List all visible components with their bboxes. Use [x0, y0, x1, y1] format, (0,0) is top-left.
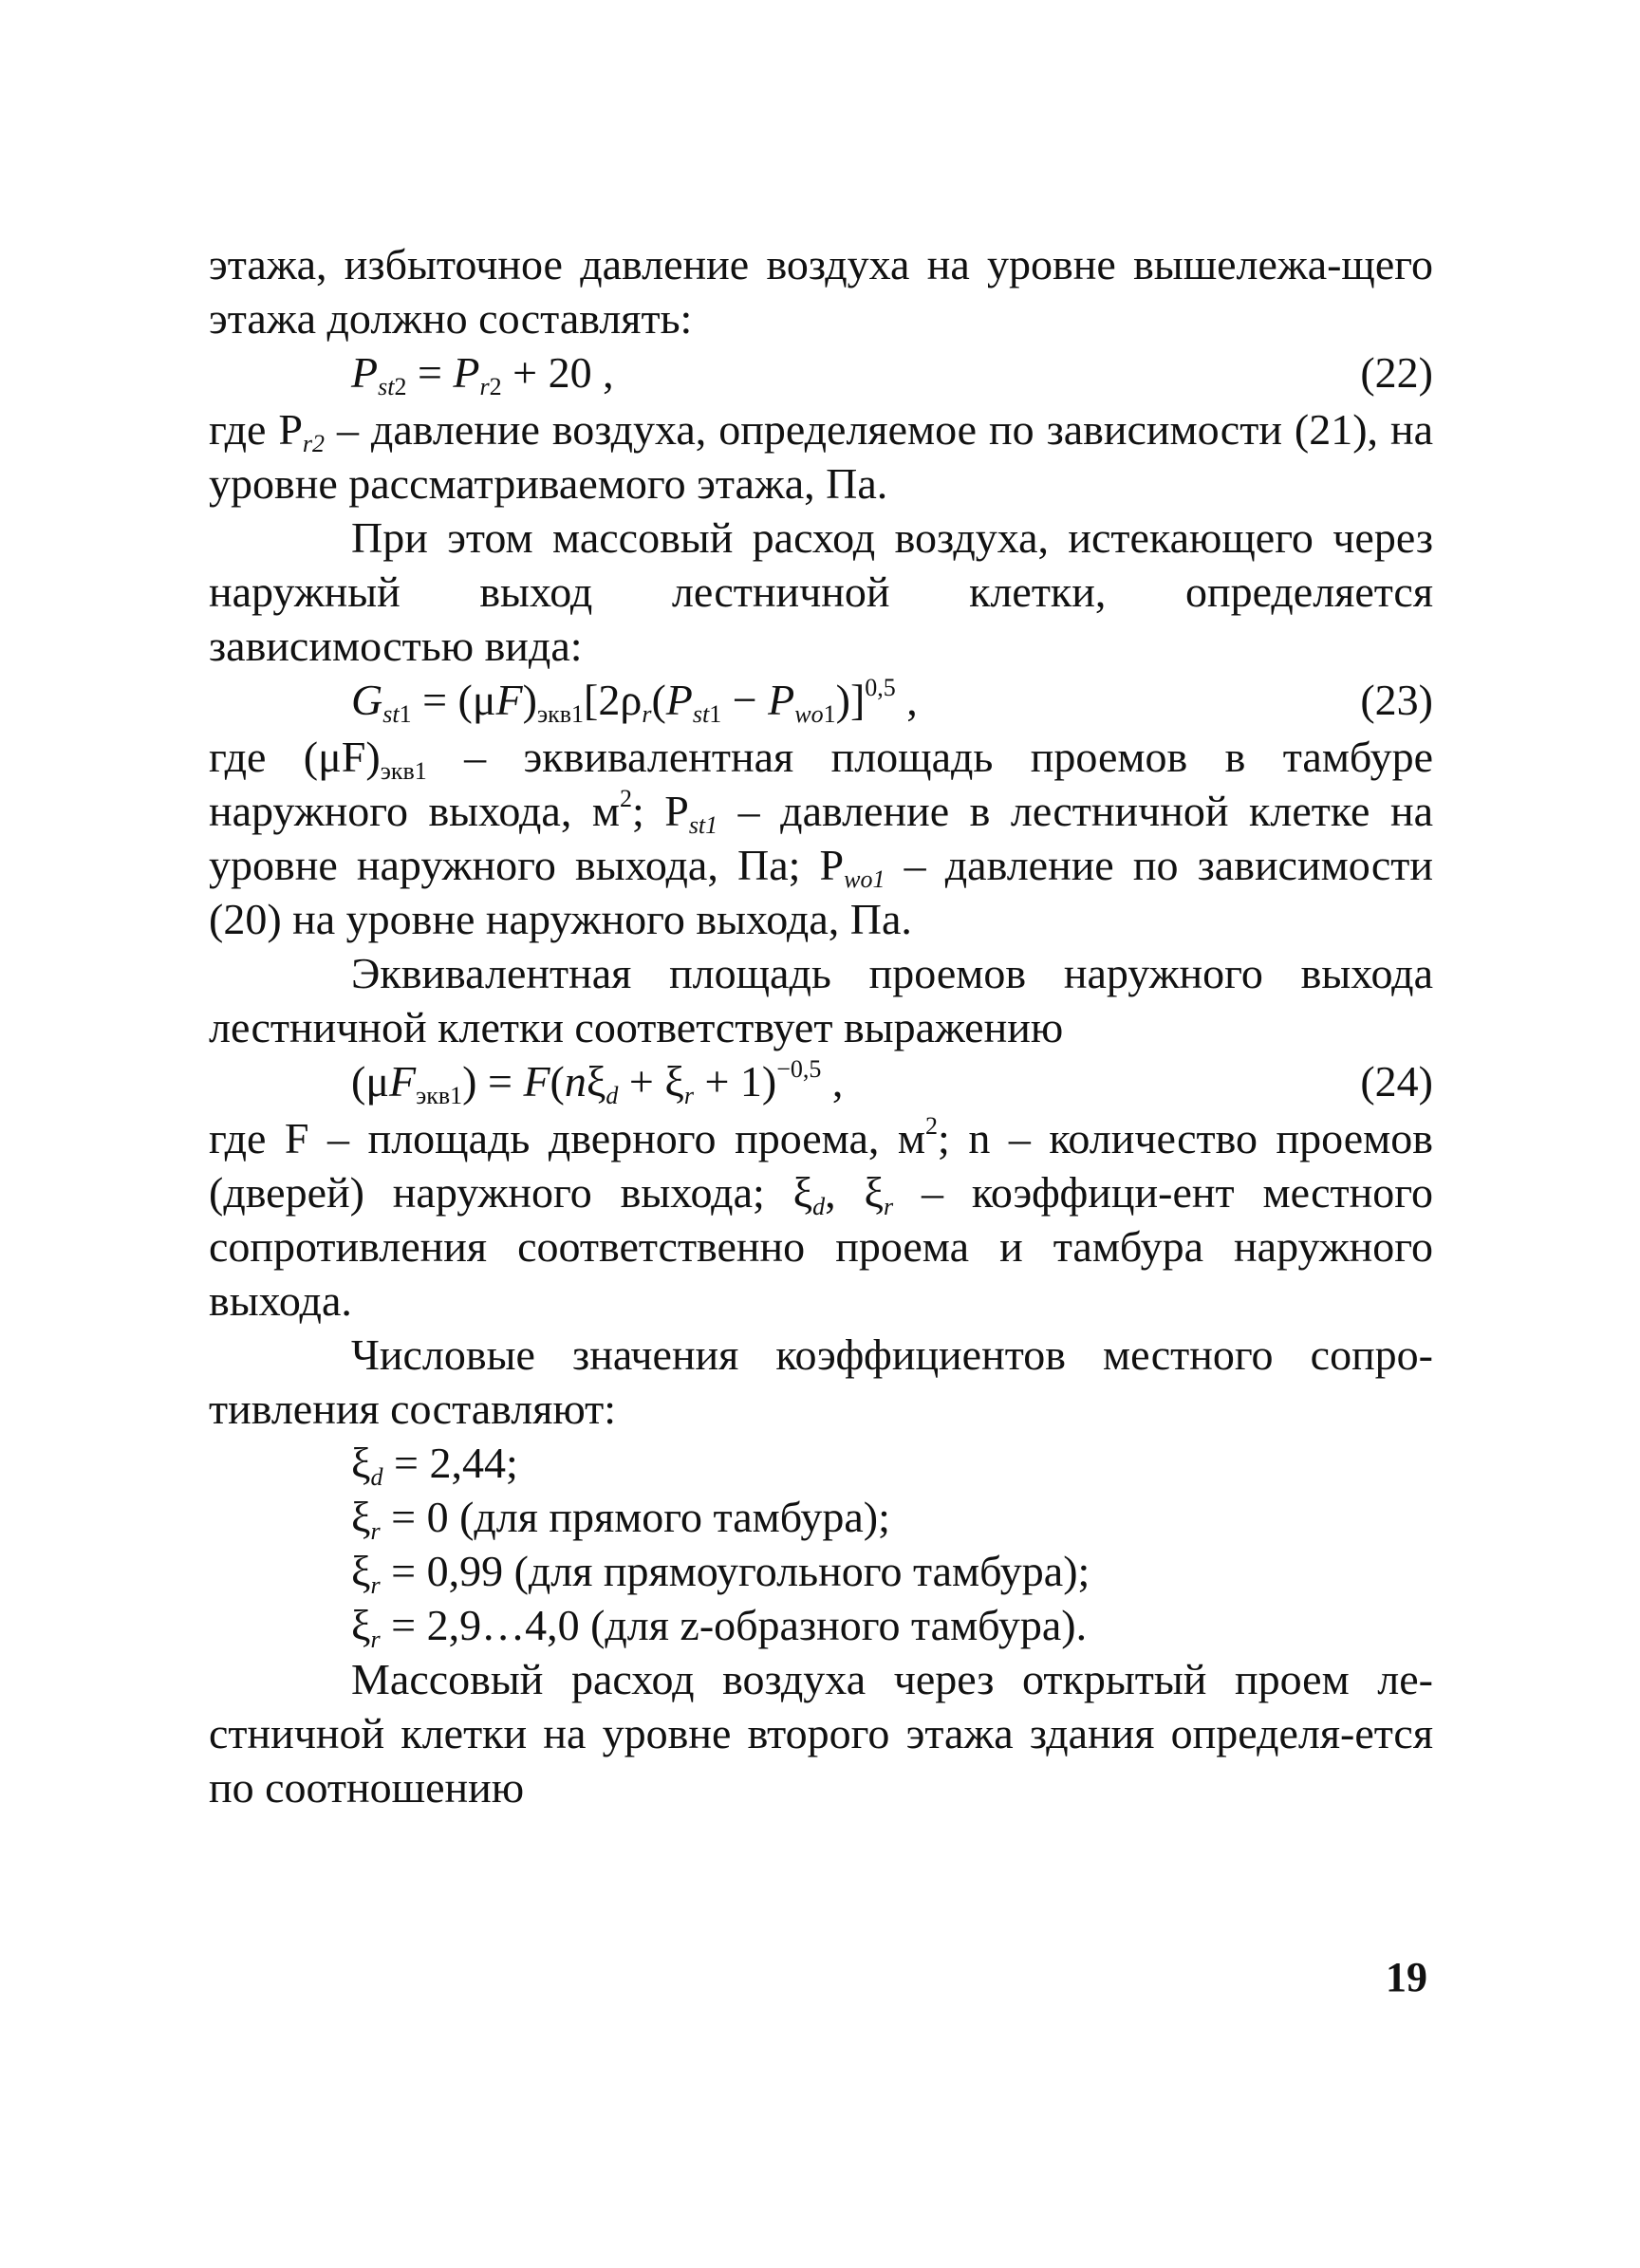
list-text: = 0,99 (для прямоугольного тамбура);	[380, 1547, 1090, 1595]
coefficient-list	[209, 1436, 1433, 1652]
p6-c-sub: r	[884, 1193, 894, 1220]
p4-d: – давление в лестничной клетке на уровне наружного выхода, Па; P	[209, 787, 1433, 889]
list-item	[351, 1436, 1433, 1490]
equation-22-formula: $P_{st2} = P_{r2} + 20$ ,	[351, 348, 614, 400]
p4-a-sub: экв1	[380, 757, 427, 785]
equation-24	[209, 1054, 1433, 1111]
paragraph-1: этажа, избыточное давление воздуха на уровне вышележа-щего этажа должно составлять:	[209, 240, 1433, 343]
p2-text: где P	[209, 405, 303, 454]
list-text: = 2,9…4,0 (для z-образного тамбура).	[380, 1601, 1088, 1649]
equation-24-number: (24)	[1360, 1057, 1433, 1106]
paragraph-4	[209, 730, 1433, 946]
p2-rest: – давление воздуха, определяемое по зависимости (21), на уровне рассматриваемого этажа, Па.	[209, 405, 1433, 508]
list-sym: ξ	[351, 1439, 371, 1487]
list-sub: d	[370, 1463, 383, 1491]
paragraph-2	[209, 402, 1433, 511]
list-sub: r	[370, 1517, 381, 1545]
p6-a-sup: 2	[925, 1112, 939, 1140]
list-item	[351, 1598, 1433, 1652]
list-text: = 2,44;	[382, 1439, 518, 1487]
list-sub: r	[370, 1626, 381, 1653]
equation-22-number: (22)	[1360, 348, 1433, 397]
paragraph-5: Эквивалентная площадь проемов наружного выхода лестничной клетки соответствует выражению	[209, 949, 1433, 1051]
p4-a: где (μF)	[209, 733, 381, 781]
p4-d-sub: wo1	[844, 865, 885, 893]
p4-b: – эквивалентная площадь проемов в тамбуре наружного выхода, м	[209, 733, 1433, 835]
list-item	[351, 1544, 1433, 1598]
p4-c-sub: st1	[688, 811, 718, 839]
equation-23-number: (23)	[1360, 676, 1433, 724]
list-sym: ξ	[351, 1601, 371, 1649]
equation-22	[209, 345, 1433, 402]
page-number: 19	[1386, 1954, 1427, 2000]
p6-d: – коэффици-ент местного сопротивления соответственно проема и тамбура наружного выхода.	[209, 1168, 1434, 1325]
paragraph-3: При этом массовый расход воздуха, истекающего через наружный выход лестничной клетки, определяется зависимостью вида:	[209, 513, 1433, 670]
paragraph-8: Массовый расход воздуха через открытый проем ле-стничной клетки на уровне второго этажа здания определя-ется по соотношению	[209, 1655, 1433, 1812]
p2-sub: r2	[302, 430, 326, 457]
list-text: = 0 (для прямого тамбура);	[380, 1493, 890, 1541]
list-item	[351, 1490, 1433, 1544]
equation-23	[209, 673, 1433, 730]
p4-c: ; P	[631, 787, 689, 835]
p4-b-sup: 2	[619, 785, 632, 812]
p6-b-sub: d	[812, 1193, 826, 1220]
p6-b: ; n – количество проемов (дверей) наружного выхода; ξ	[209, 1114, 1433, 1217]
paragraph-7: Числовые значения коэффициентов местного сопро-тивления составляют:	[209, 1330, 1433, 1433]
list-sub: r	[370, 1571, 381, 1599]
list-sym: ξ	[351, 1493, 371, 1541]
paragraph-6	[209, 1111, 1433, 1328]
list-sym: ξ	[351, 1547, 371, 1595]
text-column	[209, 237, 1433, 1814]
equation-23-formula: $G_{st1} = (\mu F)_{экв1}[2\rho_r(P_{st1} - P_{wo1})]^{0,5}$ ,	[351, 674, 918, 728]
p6-a: где F – площадь дверного проема, м	[209, 1114, 926, 1162]
p4-e: – давление по зависимости (20) на уровне наружного выхода, Па.	[209, 841, 1433, 943]
p6-c: , ξ	[825, 1168, 885, 1217]
equation-24-formula: $(\mu F_{экв1}) = F(n\xi_d + \xi_r + 1)^{-0,5}$ ,	[351, 1055, 844, 1109]
